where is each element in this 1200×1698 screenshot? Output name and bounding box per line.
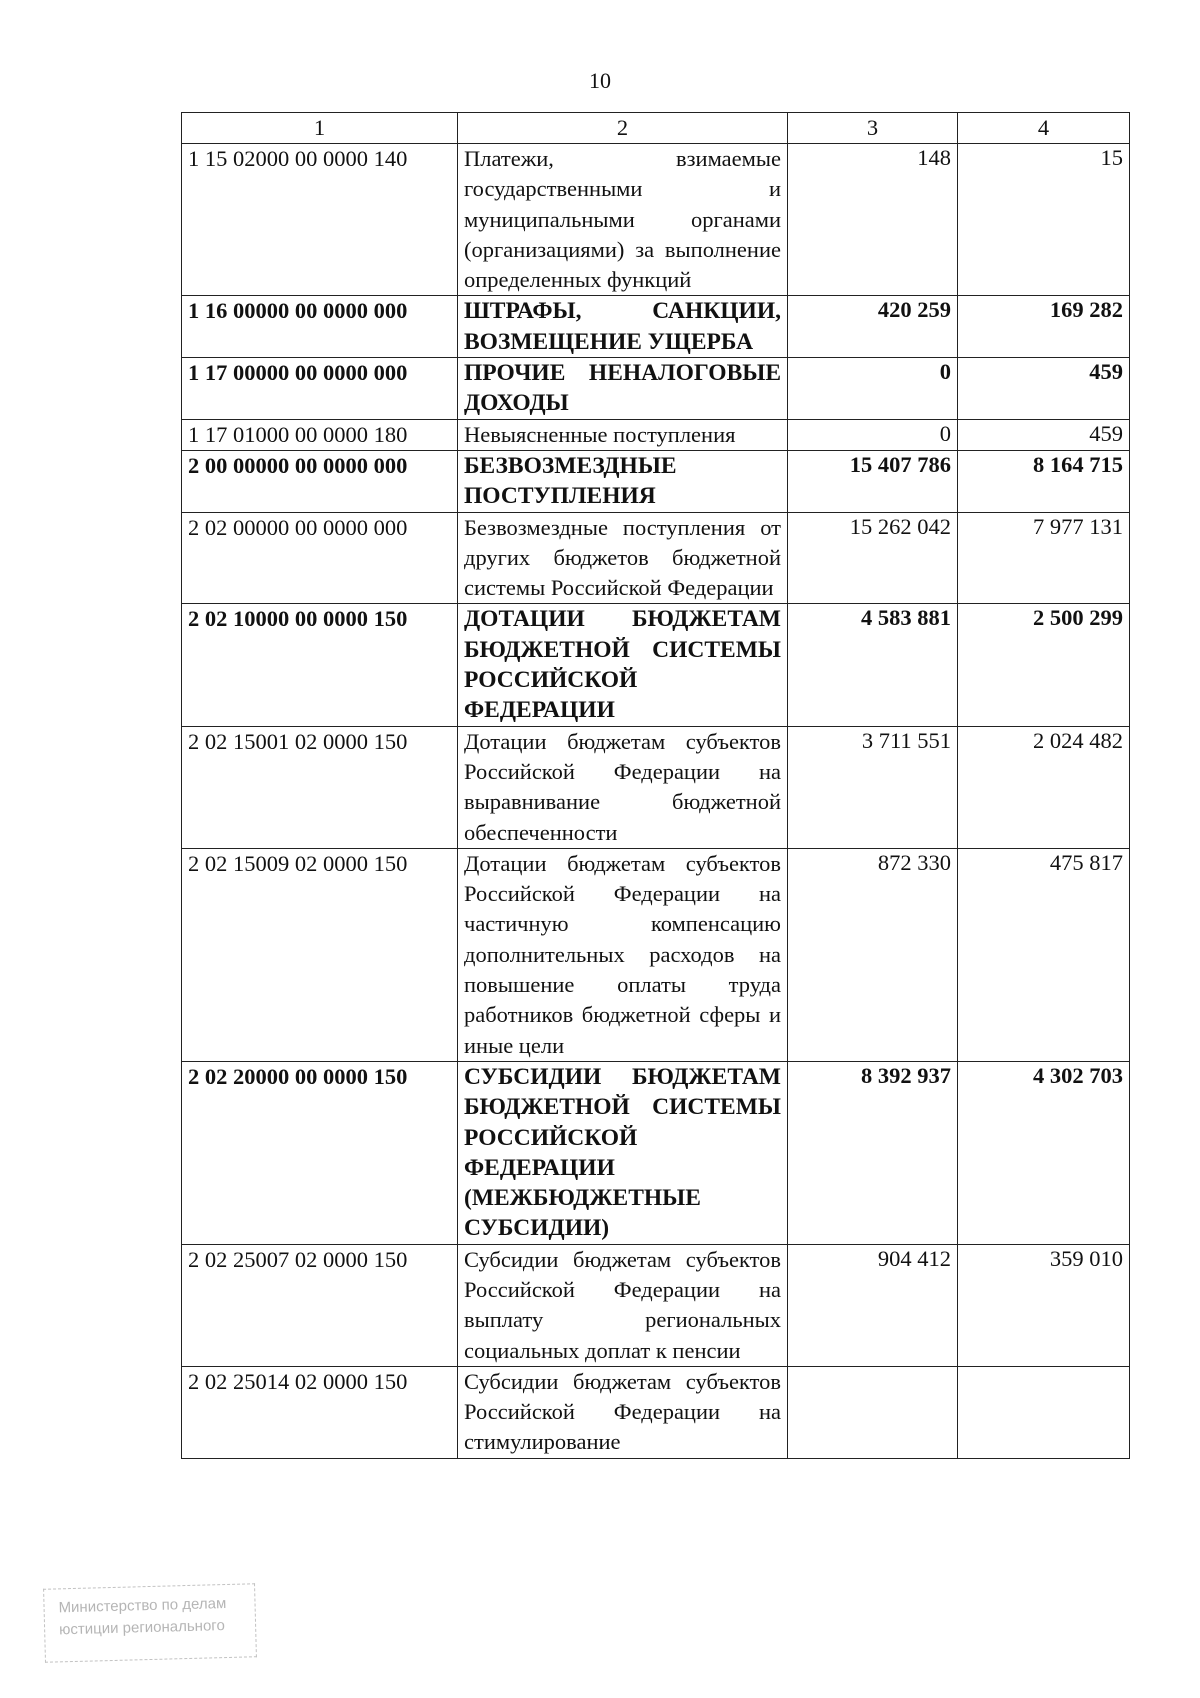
row-value-col3: 0: [788, 358, 958, 420]
row-name: СУБСИДИИ БЮДЖЕТАМ БЮДЖЕТНОЙ СИСТЕМЫ РОССИЙСКОЙ ФЕДЕРАЦИИ (МЕЖБЮДЖЕТНЫЕ СУБСИДИИ): [458, 1061, 788, 1244]
row-code: 1 15 02000 00 0000 140: [182, 144, 458, 296]
page-number: 10: [589, 68, 611, 93]
row-value-col3: 8 392 937: [788, 1061, 958, 1244]
row-code: 2 02 20000 00 0000 150: [182, 1061, 458, 1244]
row-code: 2 02 15009 02 0000 150: [182, 848, 458, 1061]
row-value-col3: 904 412: [788, 1244, 958, 1366]
table-row: [182, 512, 1130, 604]
row-name: ДОТАЦИИ БЮДЖЕТАМ БЮДЖЕТНОЙ СИСТЕМЫ РОССИЙСКОЙ ФЕДЕРАЦИИ: [458, 604, 788, 726]
table-row: [182, 358, 1130, 420]
row-value-col4: 169 282: [958, 296, 1130, 358]
row-value-col4: 359 010: [958, 1244, 1130, 1366]
row-value-col3: 15 262 042: [788, 512, 958, 604]
table-row: [182, 144, 1130, 296]
table-row: [182, 1366, 1130, 1458]
row-name: Дотации бюджетам субъектов Российской Федерации на частичную компенсацию дополнительных расходов на повышение оплаты труда работников бюджетной сферы и иные цели: [458, 848, 788, 1061]
row-value-col4: 8 164 715: [958, 450, 1130, 512]
row-value-col4: 15: [958, 144, 1130, 296]
row-value-col3: 15 407 786: [788, 450, 958, 512]
row-value-col3: 148: [788, 144, 958, 296]
table-row: [182, 1244, 1130, 1366]
table-row: [182, 450, 1130, 512]
table-row: [182, 604, 1130, 726]
row-name: ШТРАФЫ, САНКЦИИ, ВОЗМЕЩЕНИЕ УЩЕРБА: [458, 296, 788, 358]
row-value-col4: 4 302 703: [958, 1061, 1130, 1244]
row-code: 2 02 15001 02 0000 150: [182, 726, 458, 848]
row-value-col4: 475 817: [958, 848, 1130, 1061]
row-code: 1 17 01000 00 0000 180: [182, 419, 458, 450]
row-value-col4: [958, 1366, 1130, 1458]
row-name: Безвозмездные поступления от других бюджетов бюджетной системы Российской Федерации: [458, 512, 788, 604]
budget-table: [181, 112, 1130, 1459]
table-header-row: [182, 113, 1130, 144]
column-header-2: 2: [458, 113, 788, 144]
row-value-col3: [788, 1366, 958, 1458]
row-name: Невыясненные поступления: [458, 419, 788, 450]
row-code: 2 00 00000 00 0000 000: [182, 450, 458, 512]
row-code: 2 02 00000 00 0000 000: [182, 512, 458, 604]
row-value-col3: 0: [788, 419, 958, 450]
row-value-col3: 4 583 881: [788, 604, 958, 726]
row-value-col3: 3 711 551: [788, 726, 958, 848]
table-row: [182, 419, 1130, 450]
row-value-col3: 872 330: [788, 848, 958, 1061]
row-code: 2 02 25014 02 0000 150: [182, 1366, 458, 1458]
row-code: 2 02 10000 00 0000 150: [182, 604, 458, 726]
row-name: БЕЗВОЗМЕЗДНЫЕ ПОСТУПЛЕНИЯ: [458, 450, 788, 512]
column-header-4: 4: [958, 113, 1130, 144]
row-value-col4: 2 500 299: [958, 604, 1130, 726]
column-header-3: 3: [788, 113, 958, 144]
row-code: 1 16 00000 00 0000 000: [182, 296, 458, 358]
row-name: Субсидии бюджетам субъектов Российской Федерации на выплату региональных социальных доплат к пенсии: [458, 1244, 788, 1366]
row-value-col3: 420 259: [788, 296, 958, 358]
row-name: Платежи, взимаемые государственными и муниципальными органами (организациями) за выполнение определенных функций: [458, 144, 788, 296]
row-value-col4: 7 977 131: [958, 512, 1130, 604]
row-value-col4: 459: [958, 358, 1130, 420]
table-row: [182, 296, 1130, 358]
row-code: 1 17 00000 00 0000 000: [182, 358, 458, 420]
column-header-1: 1: [182, 113, 458, 144]
table-row: [182, 848, 1130, 1061]
row-name: ПРОЧИЕ НЕНАЛОГОВЫЕ ДОХОДЫ: [458, 358, 788, 420]
table-row: [182, 1061, 1130, 1244]
row-name: Субсидии бюджетам субъектов Российской Федерации на стимулирование: [458, 1366, 788, 1458]
faded-stamp: Министерство по делам юстиции регионального: [43, 1583, 257, 1663]
row-value-col4: 459: [958, 419, 1130, 450]
row-name: Дотации бюджетам субъектов Российской Федерации на выравнивание бюджетной обеспеченности: [458, 726, 788, 848]
row-code: 2 02 25007 02 0000 150: [182, 1244, 458, 1366]
table-row: [182, 726, 1130, 848]
row-value-col4: 2 024 482: [958, 726, 1130, 848]
